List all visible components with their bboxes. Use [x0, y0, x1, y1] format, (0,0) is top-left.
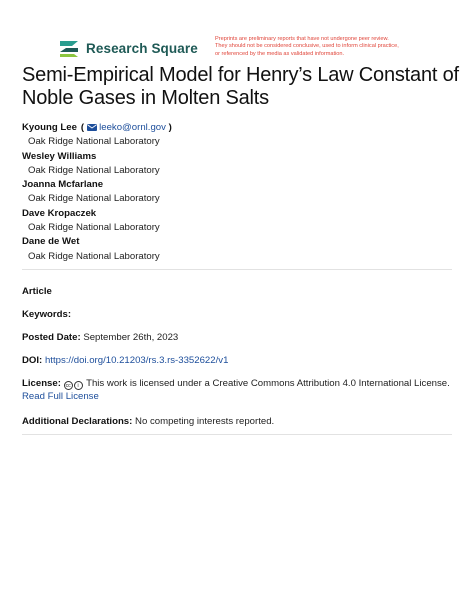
author-item [22, 207, 462, 236]
paper-title: Semi-Empirical Model for Henry’s Law Constant of Noble Gases in Molten Salts [22, 64, 459, 109]
author-email-group: ( leeko@ornl.gov ) [80, 122, 172, 133]
read-full-license-link[interactable]: Read Full License [22, 391, 99, 402]
keywords-row [22, 308, 462, 321]
license-label: License: [22, 378, 61, 389]
author-email-link[interactable]: leeko@ornl.gov [99, 122, 166, 133]
author-item [22, 178, 462, 207]
posted-date-row [22, 331, 462, 344]
posted-date-label: Posted Date: [22, 332, 81, 343]
keywords-label: Keywords: [22, 309, 72, 320]
license-text: This work is licensed under a Creative Commons Attribution 4.0 International License. [86, 378, 450, 389]
author-name: Dane de Wet [22, 236, 80, 248]
preprint-disclaimer [215, 36, 455, 58]
author-item [22, 150, 462, 179]
author-affiliation: Oak Ridge National Laboratory [28, 193, 160, 205]
creative-commons-icon: cc [65, 383, 71, 389]
license-row [22, 377, 462, 403]
author-name: Joanna Mcfarlane [22, 179, 104, 191]
doi-link[interactable]: https://doi.org/10.21203/rs.3.rs-3352622/v1 [44, 355, 229, 366]
article-type-label: Article [22, 286, 52, 297]
disclaimer-line: Preprints are preliminary reports that have not undergone peer review. [215, 36, 389, 42]
declarations-label: Additional Declarations: [22, 416, 133, 427]
author-name: Dave Kropaczek [22, 207, 97, 219]
posted-date-value: September 26th, 2023 [83, 332, 179, 343]
author-list [22, 121, 462, 264]
author-affiliation: Oak Ridge National Laboratory [28, 136, 160, 148]
author-affiliation: Oak Ridge National Laboratory [28, 222, 160, 234]
author-affiliation: Oak Ridge National Laboratory [28, 250, 160, 262]
author-item [22, 121, 462, 150]
logo-text: Research Square [86, 40, 198, 56]
author-affiliation: Oak Ridge National Laboratory [28, 164, 160, 176]
divider [22, 434, 452, 435]
attribution-icon: i [74, 381, 83, 390]
author-item [22, 235, 462, 264]
research-square-logo[interactable] [58, 38, 198, 58]
divider [22, 269, 452, 270]
disclaimer-line: or referenced by the media as validated information. [215, 50, 345, 57]
author-name: Wesley Williams [22, 150, 97, 162]
article-type [22, 285, 462, 298]
disclaimer-line: They should not be considered conclusive, used to inform clinical practice, [215, 43, 399, 50]
author-name: Kyoung Lee [22, 122, 77, 133]
header [0, 0, 474, 66]
doi-row [22, 354, 462, 367]
mail-icon [87, 124, 97, 131]
doi-label: DOI: [22, 355, 43, 366]
research-square-logo-icon [58, 38, 80, 58]
declarations-value: No competing interests reported. [135, 416, 275, 427]
declarations-row [22, 415, 462, 428]
